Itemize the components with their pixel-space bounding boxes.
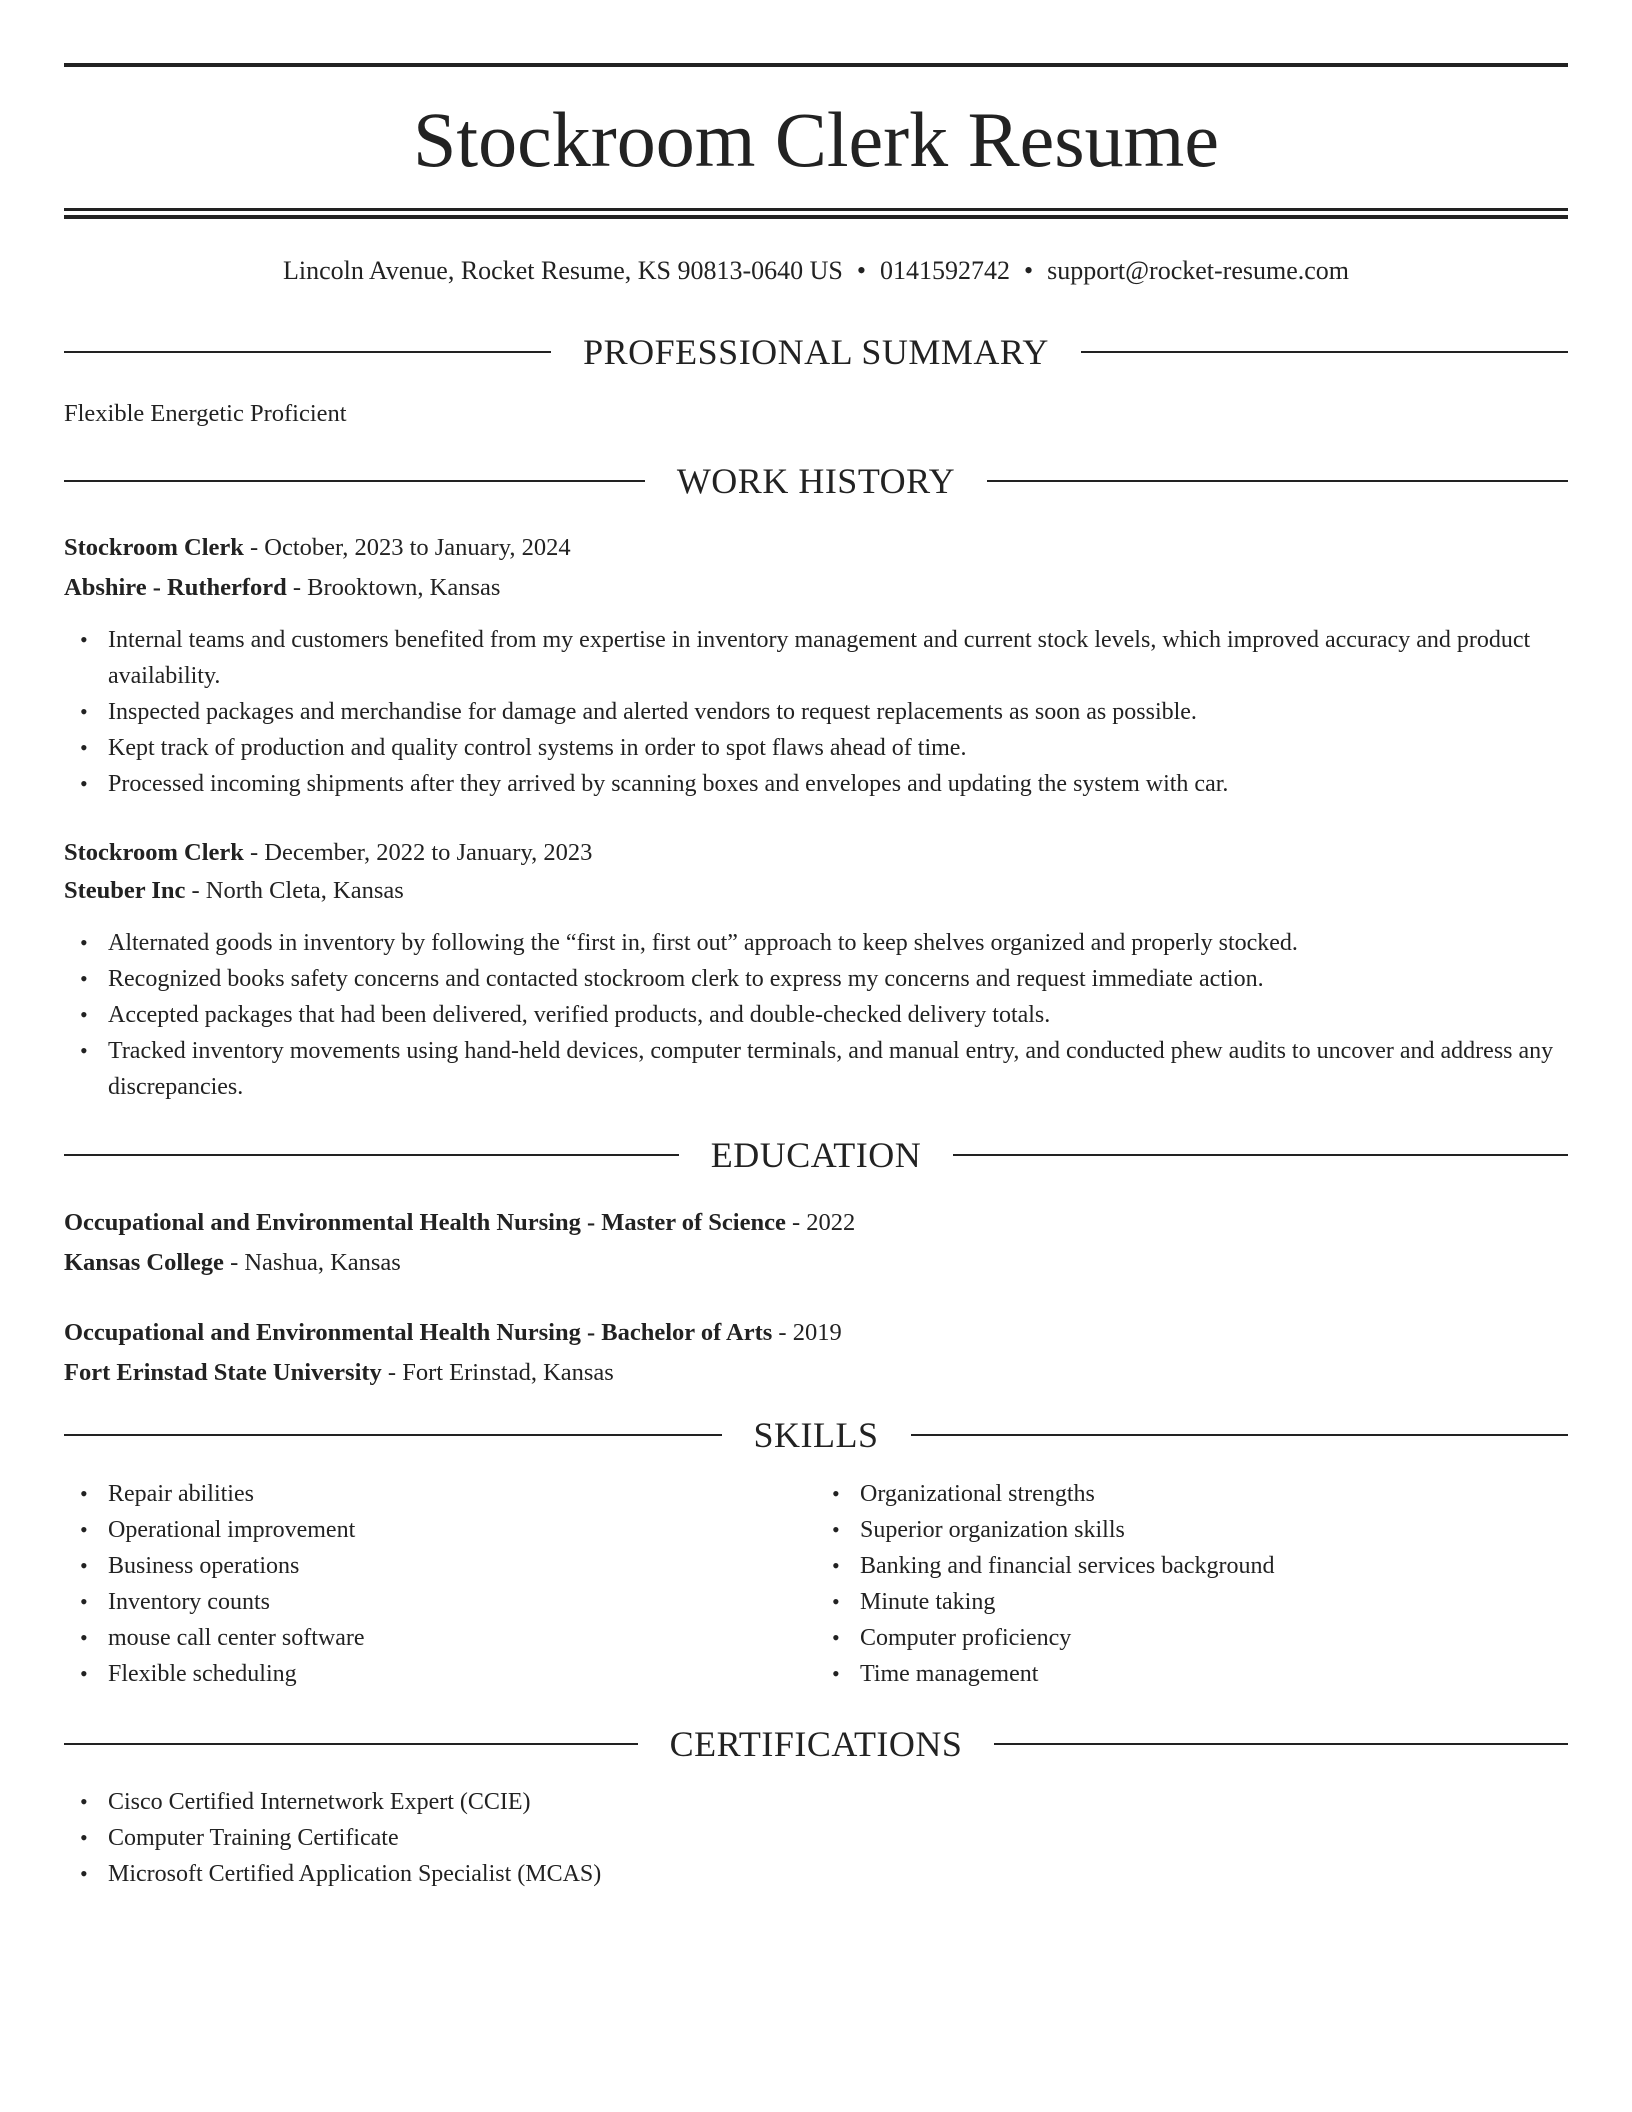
job-bullets: [64, 622, 1568, 802]
contact-line: [64, 254, 1568, 288]
list-item: • Kept track of production and quality control systems in order to spot flaws ahead of time.: [108, 730, 1568, 766]
list-item: • Superior organization skills: [860, 1512, 1568, 1548]
skills-column-left: [64, 1476, 816, 1692]
education-location: - Nashua, Kansas: [223, 1249, 401, 1276]
education-year: - 2019: [772, 1319, 842, 1346]
page-title: Stockroom Clerk Resume: [413, 96, 1219, 183]
section-heading-summary: [64, 330, 1568, 374]
job-location: - North Cleta, Kansas: [185, 877, 404, 904]
list-item: • Cisco Certified Internetwork Expert (CCIE): [108, 1784, 1568, 1820]
contact-address: Lincoln Avenue, Rocket Resume, KS 90813-0640 US: [282, 256, 843, 285]
list-item: • Time management: [860, 1656, 1568, 1692]
skills-column-right: [816, 1476, 1568, 1692]
list-item: • Organizational strengths: [860, 1476, 1568, 1512]
job-company-line: [64, 873, 1568, 909]
list-item: • Computer Training Certificate: [108, 1820, 1568, 1856]
job-title: Stockroom Clerk: [64, 839, 244, 866]
job-title-line: [64, 530, 1568, 566]
education-degree: Occupational and Environmental Health Nursing - Bachelor of Arts: [64, 1319, 773, 1346]
list-item: • Microsoft Certified Application Specialist (MCAS): [108, 1856, 1568, 1892]
list-item: • mouse call center software: [108, 1620, 816, 1656]
section-title: WORK HISTORY: [676, 461, 956, 501]
list-item: • Flexible scheduling: [108, 1656, 816, 1692]
education-school-line: [64, 1355, 1568, 1391]
education-entry: [64, 1205, 1568, 1281]
contact-email: support@rocket-resume.com: [1047, 256, 1350, 285]
heading-rule: [64, 1743, 638, 1745]
job-location: - Brooktown, Kansas: [286, 574, 501, 601]
heading-rule: [994, 1743, 1568, 1745]
skills-list: [64, 1476, 1568, 1692]
job-entry: [64, 835, 1568, 1105]
section-heading-certifications: [64, 1722, 1568, 1766]
heading-rule: [64, 480, 645, 482]
list-item: • Inventory counts: [108, 1584, 816, 1620]
heading-rule: [911, 1434, 1569, 1436]
list-item: • Internal teams and customers benefited from my expertise in inventory management and current stock levels, which improved accuracy and product availability.: [108, 622, 1568, 694]
section-heading-work: [64, 459, 1568, 503]
job-company: Abshire - Rutherford: [64, 574, 287, 601]
job-company: Steuber Inc: [64, 877, 186, 904]
contact-phone: 0141592742: [879, 256, 1010, 285]
education-school-line: [64, 1245, 1568, 1281]
heading-rule: [953, 1154, 1568, 1156]
education-school: Fort Erinstad State University: [64, 1359, 382, 1386]
list-item: • Operational improvement: [108, 1512, 816, 1548]
education-location: - Fort Erinstad, Kansas: [381, 1359, 614, 1386]
job-title-line: [64, 835, 1568, 871]
heading-rule: [1081, 351, 1568, 353]
certifications-bullets: [64, 1784, 1568, 1892]
list-item: • Computer proficiency: [860, 1620, 1568, 1656]
job-company-line: [64, 570, 1568, 606]
title-double-rule: [64, 208, 1568, 219]
heading-rule: [64, 1154, 679, 1156]
list-item: • Minute taking: [860, 1584, 1568, 1620]
job-bullets: [64, 925, 1568, 1105]
list-item: • Alternated goods in inventory by following the “first in, first out” approach to keep shelves organized and properly stocked.: [108, 925, 1568, 961]
section-heading-skills: [64, 1413, 1568, 1457]
list-item: • Repair abilities: [108, 1476, 816, 1512]
job-dates: - December, 2022 to January, 2023: [243, 839, 593, 866]
heading-rule: [64, 1434, 722, 1436]
contact-separator: •: [1023, 256, 1034, 285]
summary-text: Flexible Energetic Proficient: [64, 400, 347, 427]
section-title: PROFESSIONAL SUMMARY: [583, 332, 1049, 372]
job-entry: [64, 530, 1568, 802]
list-item: • Processed incoming shipments after they arrived by scanning boxes and envelopes and updating the system with car.: [108, 766, 1568, 802]
section-title: CERTIFICATIONS: [669, 1724, 963, 1764]
heading-rule: [987, 480, 1568, 482]
education-entry: [64, 1315, 1568, 1391]
job-title: Stockroom Clerk: [64, 534, 244, 561]
section-heading-education: [64, 1133, 1568, 1177]
education-year: - 2022: [785, 1209, 856, 1236]
education-school: Kansas College: [64, 1249, 224, 1276]
section-title: SKILLS: [753, 1415, 879, 1455]
list-item: • Accepted packages that had been delivered, verified products, and double-checked delivery totals.: [108, 997, 1568, 1033]
education-degree-line: [64, 1315, 1568, 1351]
list-item: • Banking and financial services background: [860, 1548, 1568, 1584]
heading-rule: [64, 351, 551, 353]
certifications-list: [64, 1784, 1568, 1892]
contact-separator: •: [856, 256, 866, 285]
education-degree-line: [64, 1205, 1568, 1241]
list-item: • Business operations: [108, 1548, 816, 1584]
section-title: EDUCATION: [710, 1135, 922, 1175]
education-degree: Occupational and Environmental Health Nursing - Master of Science: [64, 1209, 786, 1236]
list-item: • Tracked inventory movements using hand-held devices, computer terminals, and manual entry, and conducted phew audits to uncover and address any discrepancies.: [108, 1033, 1568, 1105]
list-item: • Recognized books safety concerns and contacted stockroom clerk to express my concerns and request immediate action.: [108, 961, 1568, 997]
list-item: • Inspected packages and merchandise for damage and alerted vendors to request replacements as soon as possible.: [108, 694, 1568, 730]
top-rule: [64, 63, 1568, 67]
job-dates: - October, 2023 to January, 2024: [243, 534, 571, 561]
